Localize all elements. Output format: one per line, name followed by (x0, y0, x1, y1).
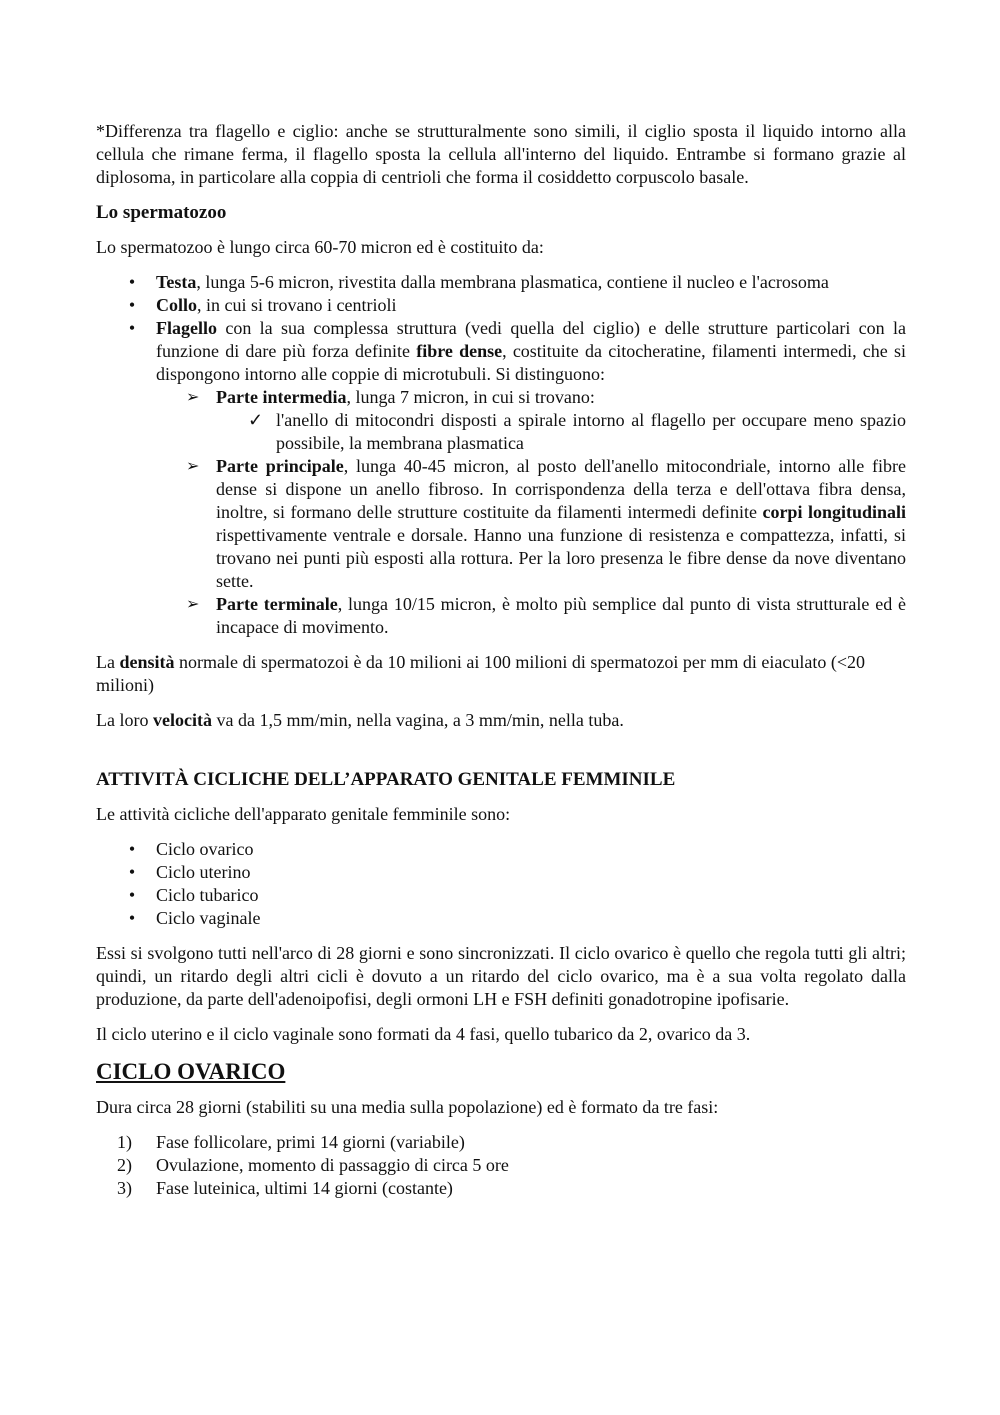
item-text: , lunga 5-6 micron, rivestita dalla membrana plasmatica, contiene il nucleo e l'acrosoma (196, 272, 829, 292)
check-icon: ✓ (248, 410, 264, 430)
text: La loro (96, 710, 153, 730)
list-item (96, 455, 906, 593)
cycles-paragraph-1: Essi si svolgono tutti nell'arco di 28 giorni e sono sincronizzati. Il ciclo ovarico è quello che regola tutti gli altri; quindi, un ritardo degli altri cicli è dovuto a un ritardo del ciclo ovarico, ma è a sua volta regolato dalla produzione, da parte dell'adenoipofisi, degli ormoni LH e FSH definiti gonadotropine ipofisarie. (96, 943, 906, 1009)
ovarian-lead: Dura circa 28 giorni (stabiliti su una media sulla popolazione) ed è formato da tre fasi: (96, 1097, 719, 1117)
bullet-icon: • (128, 839, 136, 859)
arrow-bullet-icon: ➢ (186, 458, 200, 475)
cycles-paragraph-2: Il ciclo uterino e il ciclo vaginale sono formati da 4 fasi, quello tubarico da 2, ovarico da 3. (96, 1024, 751, 1044)
bullet-icon: • (128, 862, 136, 882)
term-flagello: Flagello (156, 318, 217, 338)
list-item (96, 838, 906, 861)
list-item (96, 1131, 906, 1154)
item-text: Fase luteinica, ultimi 14 giorni (costante) (156, 1178, 453, 1198)
cycles-lead: Le attività cicliche dell'apparato genitale femminile sono: (96, 804, 511, 824)
bullet-icon: • (128, 885, 136, 905)
list-number: 2) (117, 1155, 132, 1175)
term-densita: densità (119, 652, 175, 672)
section-heading-spermatozoo: Lo spermatozoo (96, 202, 227, 223)
arrow-bullet-icon: ➢ (186, 596, 200, 613)
item-text: , lunga 7 micron, in cui si trovano: (346, 387, 595, 407)
cycles-list (96, 838, 906, 930)
list-item (96, 907, 906, 930)
item-text: Ovulazione, momento di passaggio di circa 5 ore (156, 1155, 509, 1175)
intro-paragraph: *Differenza tra flagello e ciglio: anche se strutturalmente sono simili, il ciglio sposta il liquido intorno alla cellula che rimane ferma, il flagello sposta la cellula all'interno del liquido. Entrambe si formano grazie al diplosoma, in particolare alla coppia di centrioli che forma il cosiddetto corpuscolo basale. (96, 121, 906, 187)
item-text: l'anello di mitocondri disposti a spirale intorno al flagello per occupare meno spazio possibile, la membrana plasmatica (276, 410, 906, 453)
item-text: Ciclo ovarico (156, 839, 254, 859)
ovarian-phases-list (96, 1131, 906, 1200)
term-collo: Collo (156, 295, 198, 315)
section-heading-ciclo-ovarico: CICLO OVARICO (96, 1059, 286, 1084)
list-item (96, 271, 906, 294)
bullet-icon: • (128, 908, 136, 928)
list-item (96, 386, 906, 455)
density-paragraph (96, 651, 906, 697)
list-item (96, 861, 906, 884)
sperm-parts-list (96, 271, 906, 639)
intermedia-sublist (96, 409, 906, 455)
item-text: con la sua complessa struttura (vedi quella del ciglio) e delle strutture particolari con la funzione di dare più forza definite (156, 318, 906, 361)
item-text: Ciclo uterino (156, 862, 251, 882)
term-parte-terminale: Parte terminale (216, 594, 338, 614)
text: va da 1,5 mm/min, nella vagina, a 3 mm/min, nella tuba. (211, 710, 624, 730)
list-item (96, 1154, 906, 1177)
list-item (96, 593, 906, 639)
term-velocita: velocità (152, 710, 212, 730)
bullet-icon: • (128, 295, 136, 315)
term-fibre-dense: fibre dense (416, 341, 503, 361)
speed-paragraph (96, 709, 906, 732)
list-number: 3) (117, 1178, 132, 1198)
term-parte-principale: Parte principale (216, 456, 344, 476)
spacer (96, 732, 906, 768)
sperm-lead: Lo spermatozoo è lungo circa 60-70 micron ed è costituito da: (96, 237, 544, 257)
list-item (96, 1177, 906, 1200)
list-item (96, 884, 906, 907)
list-item (96, 317, 906, 639)
list-item (96, 409, 906, 455)
item-text: Ciclo vaginale (156, 908, 261, 928)
list-number: 1) (117, 1132, 132, 1152)
item-text: rispettivamente ventrale e dorsale. Hanno una funzione di resistenza e compattezza, infatti, si trovano nei punti più esposti alla rottura. Per la loro presenza le fibre dense da nove diventano sette. (216, 525, 906, 591)
text: normale di spermatozoi è da 10 milioni ai 100 milioni di spermatozoi per mm di eiaculato (<20 milioni) (96, 652, 865, 695)
item-text: , costituite da citocheratine, filamenti intermedi, che si dispongono intorno alle coppie di microtubuli. Si distinguono: (156, 341, 906, 384)
text: La (96, 652, 120, 672)
flagellum-parts-list (96, 386, 906, 639)
item-text: Fase follicolare, primi 14 giorni (variabile) (156, 1132, 465, 1152)
term-corpi-longitudinali: corpi longitudinali (762, 502, 906, 522)
term-testa: Testa (156, 272, 197, 292)
list-item (96, 294, 906, 317)
document-page (96, 120, 906, 1200)
term-parte-intermedia: Parte intermedia (216, 387, 347, 407)
section-heading-attivita-cicliche: ATTIVITÀ CICLICHE DELL’APPARATO GENITALE FEMMINILE (96, 769, 676, 790)
item-text: , lunga 40-45 micron, al posto dell'anello mitocondriale, intorno alle fibre dense si dispone un anello fibroso. In corrispondenza della terza e dell'ottava fibra densa, inoltre, si formano delle strutture costituite da filamenti intermedi definite (216, 456, 906, 522)
bullet-icon: • (128, 272, 136, 292)
item-text: , in cui si trovano i centrioli (197, 295, 397, 315)
item-text: Ciclo tubarico (156, 885, 259, 905)
arrow-bullet-icon: ➢ (186, 389, 200, 406)
item-text: , lunga 10/15 micron, è molto più semplice dal punto di vista strutturale ed è incapace di movimento. (216, 594, 906, 637)
bullet-icon: • (128, 318, 136, 338)
